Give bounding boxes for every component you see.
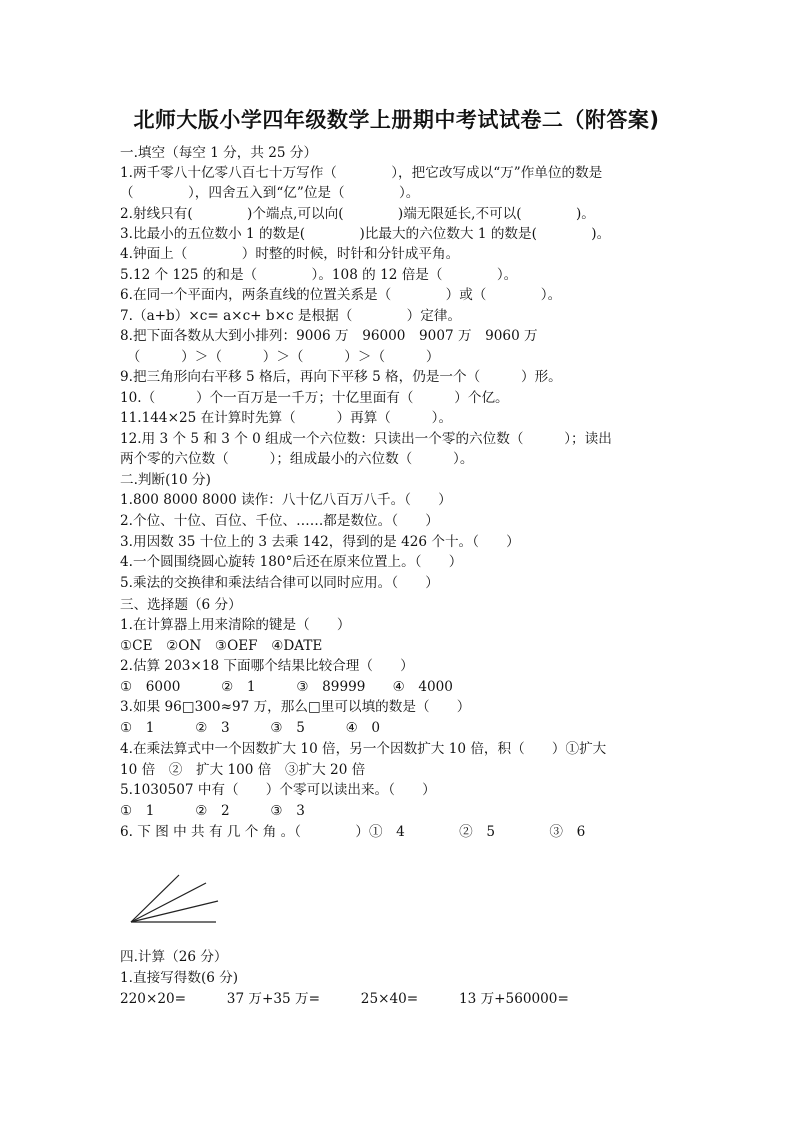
question-line: 5.1030507 中有（ ）个零可以读出来。（ ） [120, 782, 436, 798]
question-line: 6.在同一个平面内，两条直线的位置关系是（ ）或（ ）。 [120, 287, 562, 303]
question-line: 1.在计算器上用来清除的键是（ ） [120, 617, 351, 633]
section-fill-heading: 一.填空（每空 1 分，共 25 分） [120, 145, 318, 161]
question-line: 4.钟面上（ ）时整的时候，时针和分针成平角。 [120, 246, 460, 262]
question-line: 4.在乘法算式中一个因数扩大 10 倍，另一个因数扩大 10 倍，积（ ）①扩大 [120, 741, 607, 757]
question-line: 2.估算 203×18 下面哪个结果比较合理（ ） [120, 658, 414, 674]
answer-options: ① 1 ② 2 ③ 3 [120, 803, 305, 819]
question-line: 8.把下面各数从大到小排列：9006 万 96000 9007 万 9060 万 [120, 328, 538, 344]
question-line: 1.直接写得数(6 分) [120, 970, 239, 986]
question-line: 两个零的六位数（ ）；组成最小的六位数（ ）。 [120, 451, 474, 467]
answer-options: ① 1 ② 3 ③ 5 ④ 0 [120, 720, 381, 736]
question-line: 3.用因数 35 十位上的 3 去乘 142，得到的是 426 个十。（ ） [120, 534, 520, 550]
question-line: 7.（a+b）×c= a×c+ b×c 是根据（ ）定律。 [120, 308, 462, 324]
question-line: 9.把三角形向右平移 5 格后，再向下平移 5 格，仍是一个（ ）形。 [120, 369, 562, 385]
question-line: 12.用 3 个 5 和 3 个 0 组成一个六位数：只读出一个零的六位数（ ）；读出 [120, 431, 612, 447]
section-calc-heading: 四.计算（26 分） [120, 949, 228, 965]
section-judge-heading: 二.判断(10 分) [120, 472, 211, 488]
question-line: （ ），四舍五入到“亿”位是（ ）。 [120, 185, 420, 201]
question-line: 2.射线只有( )个端点,可以向( )端无限延长,不可以( )。 [120, 206, 595, 222]
answer-options: ① 6000 ② 1 ③ 89999 ④ 4000 [120, 679, 453, 695]
angle-rays-figure [126, 872, 226, 932]
question-line: 4.一个圆围绕圆心旋转 180°后还在原来位置上。（ ） [120, 554, 463, 570]
question-line: 5.乘法的交换律和乘法结合律可以同时应用。（ ） [120, 575, 439, 591]
question-line: 11.144×25 在计算时先算（ ）再算（ ）。 [120, 410, 453, 426]
question-line: 1.800 8000 8000 读作：八十亿八百万八千。（ ） [120, 492, 452, 508]
question-line: 6. 下 图 中 共 有 几 个 角 。（ ）① 4 ② 5 ③ 6 [120, 824, 586, 840]
question-line: 5.12 个 125 的和是（ ）。108 的 12 倍是（ ）。 [120, 267, 518, 283]
section-choice-heading: 三、选择题（6 分） [120, 597, 242, 613]
answer-options: ①CE ②ON ③OEF ④DATE [120, 638, 323, 654]
angle-ray [131, 901, 218, 922]
exam-title: 北师大版小学四年级数学上册期中考试试卷二（附答案) [133, 108, 660, 132]
angle-ray [131, 883, 206, 922]
calc-items: 220×20= 37 万+35 万= 25×40= 13 万+560000= [120, 991, 569, 1007]
question-line: 3.如果 96□300≈97 万，那么□里可以填的数是（ ） [120, 699, 471, 715]
question-line: 2.个位、十位、百位、千位、……都是数位。（ ） [120, 513, 439, 529]
question-line: （ ）＞（ ）＞（ ）＞（ ） [120, 349, 440, 365]
question-line: 10.（ ）个一百万是一千万；十亿里面有（ ）个亿。 [120, 390, 509, 406]
question-line: 1.两千零八十亿零八百七十万写作（ ），把它改写成以“万”作单位的数是 [120, 165, 603, 181]
answer-options: 10 倍 ② 扩大 100 倍 ③扩大 20 倍 [120, 762, 366, 778]
angle-ray [131, 875, 179, 922]
question-line: 3.比最小的五位数小 1 的数是( )比最大的六位数大 1 的数是( )。 [120, 226, 611, 242]
